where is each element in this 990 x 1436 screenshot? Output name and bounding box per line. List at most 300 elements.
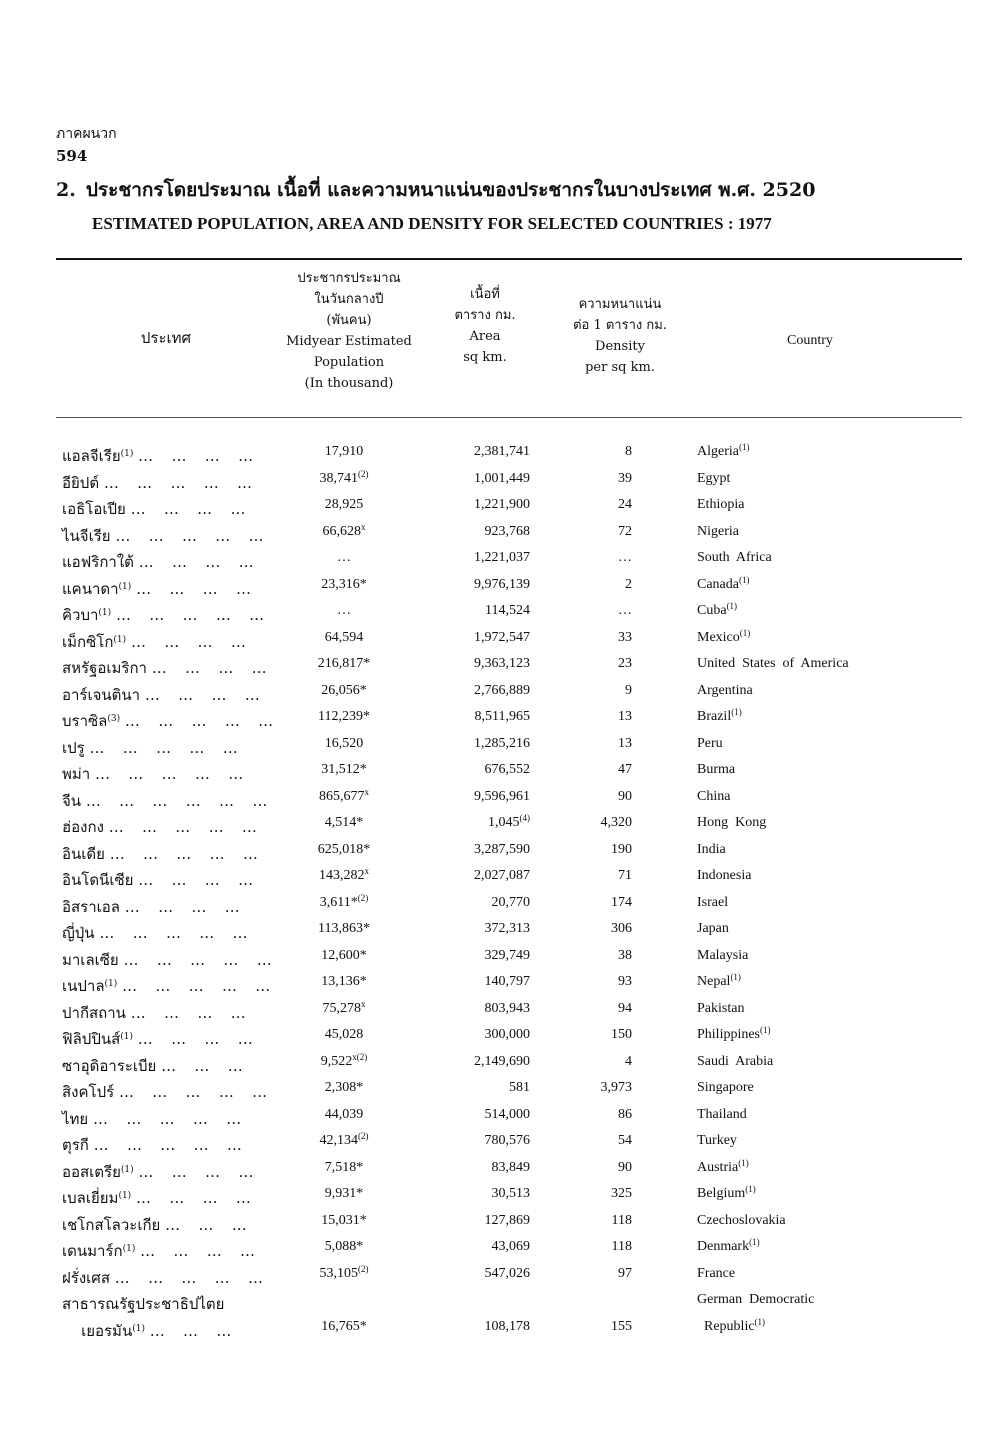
population-cell	[284, 1080, 404, 1096]
area-cell	[430, 1266, 530, 1282]
density-value: 4,320	[600, 815, 632, 830]
country-english: Malaysia	[697, 947, 749, 963]
population-value: 4,514*	[324, 815, 364, 830]
header-population-line: ประชากรประมาณ	[297, 271, 401, 286]
country-english-cell	[697, 656, 849, 672]
density-value: 3,973	[600, 1080, 632, 1095]
table-row	[0, 839, 990, 866]
country-thai-cell	[62, 656, 272, 680]
table-row	[0, 865, 990, 892]
dot-leader: … … … …	[151, 659, 268, 677]
country-english: France	[697, 1265, 736, 1281]
area-value: 43,069	[491, 1239, 530, 1254]
density-value: 23	[618, 656, 632, 671]
dot-leader: … … … …	[130, 632, 247, 651]
country-thai-footnote: (1)	[120, 449, 134, 459]
table-row	[0, 945, 990, 972]
dot-leader: … … … … …	[114, 1268, 264, 1287]
header-density-line: per sq km.	[585, 360, 655, 375]
country-thai-footnote: (3)	[107, 714, 121, 724]
country-thai: อินโดนีเซีย	[62, 871, 134, 889]
population-cell	[284, 468, 404, 487]
population-cell	[284, 1027, 404, 1043]
country-thai-cell	[62, 471, 272, 495]
density-value: 86	[618, 1106, 632, 1122]
country-english-cell	[697, 683, 753, 699]
country-english-cell	[697, 444, 749, 460]
population-cell	[284, 974, 404, 990]
country-thai-footnote: (1)	[122, 1244, 136, 1254]
population-value: 31,512*	[321, 762, 367, 777]
table-row	[0, 1130, 990, 1157]
population-cell	[284, 709, 404, 725]
area-value: 1,001,449	[474, 470, 530, 486]
area-value: 127,869	[484, 1212, 530, 1228]
country-thai: แคนาดา	[62, 579, 119, 598]
country-english: Nepal	[697, 974, 731, 989]
dot-leader: … … … … …	[123, 950, 273, 969]
country-thai: เบลเยี่ยม	[62, 1189, 119, 1207]
density-value: 118	[611, 1212, 632, 1228]
country-english-footnote: (1)	[739, 627, 751, 638]
population-cell	[284, 786, 404, 805]
country-english: Japan	[697, 921, 729, 936]
population-cell	[284, 948, 404, 964]
country-thai: ไนจีเรีย	[62, 526, 111, 545]
dot-leader: … … … … …	[108, 818, 258, 836]
country-english-cell	[697, 1054, 773, 1070]
country-thai: ปากีสถาน	[62, 1003, 126, 1022]
population-cell	[284, 1213, 404, 1229]
country-thai: อินเดีย	[62, 844, 105, 863]
header-bottom-rule	[56, 417, 962, 418]
population-cell	[284, 736, 404, 752]
population-value: 16,765*	[321, 1318, 367, 1334]
country-english-cell	[697, 868, 751, 884]
country-english-cell	[697, 627, 751, 646]
country-thai-cell	[62, 1292, 272, 1316]
density-value: 33	[618, 629, 632, 645]
population-cell	[284, 444, 404, 460]
country-english: India	[697, 841, 726, 857]
density-value: 54	[618, 1133, 632, 1148]
country-english-footnote: (1)	[726, 601, 738, 611]
country-thai-cell	[62, 1107, 272, 1131]
population-value: 9,522	[320, 1053, 353, 1069]
population-footnote: x(2)	[352, 1051, 368, 1062]
dot-leader: … … … … …	[93, 1136, 243, 1154]
population-value: 9,931*	[324, 1186, 364, 1201]
dot-leader: … … … …	[138, 553, 255, 571]
country-thai: คิวบา	[62, 606, 99, 624]
table-row	[0, 733, 990, 760]
area-cell	[430, 550, 530, 566]
density-value: 97	[618, 1265, 632, 1281]
header-area-line: เนื้อที่	[470, 287, 500, 302]
country-thai-cell	[62, 1319, 272, 1343]
density-value: 90	[618, 788, 632, 804]
population-value: 2,308*	[324, 1080, 364, 1095]
table-row	[0, 1316, 990, 1343]
country-english: Brazil	[697, 709, 732, 724]
population-cell	[284, 1239, 404, 1255]
dot-leader: … … … …	[140, 1242, 257, 1260]
area-value: 372,313	[484, 921, 530, 936]
area-value: 676,552	[484, 762, 530, 777]
country-thai: เม็กซิโก	[62, 632, 114, 651]
dot-leader: … … … … …	[109, 844, 259, 863]
area-cell	[430, 762, 530, 778]
page-number: 594	[56, 147, 88, 165]
country-thai: อียิปต์	[62, 473, 100, 492]
country-thai: อิสราเอล	[62, 897, 120, 916]
dot-leader: … … … …	[144, 685, 261, 704]
population-value: …	[337, 550, 351, 565]
population-value: 216,817*	[317, 656, 371, 671]
population-cell	[284, 868, 404, 884]
header-density-line: Density	[595, 339, 645, 354]
country-thai: สาธารณรัฐประชาธิปไตย	[62, 1295, 225, 1313]
table-title-thai-text: ประชากรโดยประมาณ เนื้อที่ และความหนาแน่นของประชากรในบางประเทศ พ.ศ. 2520	[85, 179, 816, 201]
country-english: South Africa	[697, 550, 772, 565]
country-english: Saudi Arabia	[697, 1053, 774, 1069]
area-cell	[430, 921, 530, 937]
country-english: Cuba	[697, 603, 727, 618]
table-row	[0, 494, 990, 521]
country-english: Ethiopia	[697, 497, 745, 512]
country-english-footnote: (1)	[738, 442, 750, 452]
country-english-footnote: (1)	[745, 1184, 756, 1194]
population-cell	[284, 1160, 404, 1176]
dot-leader: … … … … …	[89, 738, 239, 757]
area-value: 108,178	[484, 1318, 530, 1334]
country-english-cell	[697, 789, 730, 805]
area-cell	[430, 1133, 530, 1149]
population-footnote: (2)	[358, 1131, 369, 1141]
table-row	[0, 680, 990, 707]
population-cell	[284, 603, 404, 619]
country-thai-cell	[62, 1080, 272, 1104]
country-english-cell	[697, 709, 742, 725]
country-english-footnote: (1)	[749, 1237, 760, 1247]
country-thai-cell	[62, 1186, 272, 1210]
country-english-cell	[697, 762, 735, 778]
population-cell	[284, 998, 404, 1017]
area-value: 547,026	[484, 1265, 530, 1281]
country-thai-cell	[62, 550, 272, 574]
population-cell	[284, 577, 404, 593]
density-value: 118	[611, 1239, 632, 1254]
population-value: 26,056*	[321, 682, 367, 698]
area-cell	[430, 577, 530, 593]
country-english: Egypt	[697, 470, 731, 486]
dot-leader: … … … …	[137, 1030, 254, 1048]
area-footnote: (4)	[519, 813, 530, 823]
area-value: 9,976,139	[474, 576, 530, 592]
area-cell	[430, 471, 530, 487]
table-title-thai	[56, 178, 966, 202]
country-english: German Democratic	[697, 1292, 815, 1307]
country-thai: สหรัฐอเมริกา	[62, 659, 147, 677]
table-row	[0, 1263, 990, 1290]
table-row	[0, 468, 990, 495]
table-body	[0, 441, 990, 1342]
country-thai: เชโกสโลวะเกีย	[62, 1215, 161, 1234]
dot-leader: … … … … …	[115, 526, 265, 545]
population-cell	[284, 892, 404, 911]
population-value: 23,316*	[321, 576, 367, 592]
population-footnote: x	[364, 866, 369, 876]
population-value: 865,677	[319, 788, 365, 804]
country-english: Philippines	[697, 1027, 761, 1042]
country-thai-cell	[62, 524, 272, 548]
table-row	[0, 1077, 990, 1104]
dot-leader: … … … …	[124, 897, 241, 916]
dot-leader: … … …	[165, 1215, 248, 1234]
country-english: Austria	[697, 1159, 739, 1175]
population-value: 38,741	[319, 470, 358, 486]
population-cell	[284, 497, 404, 513]
density-value: 13	[618, 735, 632, 751]
country-thai-cell	[62, 1160, 272, 1184]
population-value: 5,088*	[324, 1239, 364, 1254]
area-cell	[430, 789, 530, 805]
dot-leader: … … … …	[130, 1003, 247, 1022]
population-value: 3,611*	[319, 894, 358, 910]
dot-leader: … … … … …	[124, 712, 275, 730]
country-thai: ออสเตรีย	[62, 1162, 121, 1181]
country-thai-cell	[62, 974, 272, 998]
country-english: Hong Kong	[697, 815, 767, 830]
population-cell	[284, 762, 404, 778]
population-value: 45,028	[324, 1027, 364, 1042]
country-thai-cell	[62, 497, 272, 521]
country-english-footnote: (1)	[730, 972, 741, 982]
country-english-cell	[697, 1239, 760, 1255]
country-thai-footnote: (1)	[118, 1191, 132, 1201]
area-value: 300,000	[484, 1027, 530, 1042]
country-english: Thailand	[697, 1106, 747, 1122]
table-row	[0, 998, 990, 1025]
population-value: 13,136*	[321, 974, 367, 989]
country-english-cell	[697, 948, 748, 964]
population-cell	[284, 1319, 404, 1335]
population-value: 53,105	[319, 1265, 358, 1281]
population-value: 7,518*	[324, 1159, 364, 1175]
country-thai-cell	[62, 736, 272, 760]
table-top-rule	[56, 258, 962, 260]
dot-leader: … … … … …	[122, 977, 272, 995]
population-value: 28,925	[324, 497, 364, 512]
country-english: Pakistan	[697, 1000, 745, 1016]
population-value: 15,031*	[321, 1212, 367, 1228]
country-thai-footnote: (1)	[98, 608, 112, 618]
area-cell	[430, 736, 530, 752]
area-cell	[430, 948, 530, 964]
density-value: 325	[611, 1186, 632, 1201]
country-thai: ตุรกี	[62, 1136, 89, 1154]
header-density-line: ความหนาแน่น	[578, 297, 662, 312]
table-row	[0, 521, 990, 548]
country-english-cell	[697, 1157, 749, 1176]
density-value: 155	[611, 1318, 632, 1334]
country-thai-cell	[62, 789, 272, 813]
country-thai-cell	[62, 921, 272, 945]
country-english-cell	[697, 1186, 756, 1202]
density-value: 24	[618, 497, 632, 512]
dot-leader: … … … …	[138, 871, 255, 889]
density-value: 39	[618, 470, 632, 486]
country-thai-cell	[62, 709, 275, 733]
density-value: 38	[618, 947, 632, 963]
dot-leader: … … … …	[136, 579, 252, 598]
country-thai: แอลจีเรีย	[62, 447, 121, 465]
country-english: Burma	[697, 762, 736, 777]
area-cell	[430, 1319, 530, 1335]
country-english: Republic	[697, 1318, 755, 1334]
population-value: 16,520	[324, 735, 364, 751]
country-thai-cell	[62, 815, 272, 839]
country-english: Israel	[697, 894, 729, 910]
table-row	[0, 1051, 990, 1078]
density-value: …	[618, 550, 632, 565]
table-row	[0, 441, 990, 468]
density-value: 94	[618, 1000, 632, 1016]
country-english-cell	[697, 1133, 737, 1149]
area-value: 8,511,965	[474, 709, 530, 724]
table-row	[0, 653, 990, 680]
header-population-line: ในวันกลางปี	[314, 292, 384, 307]
area-cell	[430, 1213, 530, 1229]
country-thai-footnote: (1)	[104, 979, 118, 989]
area-value: 114,524	[485, 603, 530, 618]
country-english-cell	[697, 1213, 786, 1229]
country-english-cell	[697, 1080, 754, 1096]
table-row	[0, 600, 990, 627]
country-thai-cell	[62, 1027, 272, 1051]
area-value: 83,849	[491, 1159, 530, 1175]
country-thai-cell	[62, 842, 272, 866]
country-thai-cell	[62, 1266, 272, 1290]
population-value: 42,134	[319, 1133, 358, 1148]
density-value: 47	[618, 762, 632, 777]
country-english-footnote: (1)	[754, 1316, 766, 1327]
country-english-cell	[697, 842, 726, 858]
table-row	[0, 574, 990, 601]
area-cell	[430, 709, 530, 725]
country-english: Czechoslovakia	[697, 1212, 786, 1228]
country-english-footnote: (1)	[738, 1157, 749, 1168]
country-english: Nigeria	[697, 523, 739, 539]
area-cell	[430, 1107, 530, 1123]
population-footnote: (2)	[358, 1263, 369, 1274]
country-thai-cell	[62, 895, 272, 919]
population-value: 625,018*	[317, 841, 371, 857]
table-row	[0, 1104, 990, 1131]
header-area-line: ตาราง กม.	[454, 308, 516, 323]
area-value: 923,768	[484, 523, 530, 539]
country-thai-cell	[62, 1054, 272, 1078]
table-row	[0, 892, 990, 919]
country-thai-footnote: (1)	[120, 1032, 134, 1042]
area-value: 20,770	[491, 894, 530, 910]
country-thai-footnote: (1)	[118, 581, 132, 592]
table-row	[0, 547, 990, 574]
country-english-cell	[697, 603, 737, 619]
area-cell	[430, 1027, 530, 1043]
area-cell	[430, 497, 530, 513]
population-cell	[284, 842, 404, 858]
country-thai: ฟิลิปปินส์	[62, 1030, 121, 1048]
country-english-cell	[697, 550, 772, 566]
country-thai: ซาอุดิอาระเบีย	[62, 1056, 157, 1075]
country-thai-cell	[62, 948, 272, 972]
area-cell	[430, 868, 530, 884]
area-value: 581	[509, 1080, 530, 1095]
header-population-line: Population	[313, 355, 385, 370]
country-thai: จีน	[62, 791, 82, 810]
area-value: 3,287,590	[474, 841, 530, 857]
population-value: 64,594	[324, 629, 364, 645]
country-thai-footnote: (1)	[120, 1164, 134, 1175]
country-thai: ญี่ปุ่น	[62, 924, 95, 942]
table-row	[0, 971, 990, 998]
country-thai: เอธิโอเปีย	[62, 500, 126, 518]
country-english: Indonesia	[697, 868, 752, 883]
country-thai-cell	[62, 1213, 272, 1237]
area-cell	[430, 1054, 530, 1070]
country-english-cell	[697, 471, 730, 487]
population-cell	[284, 921, 404, 937]
country-thai: เดนมาร์ก	[62, 1242, 123, 1260]
country-thai-cell	[62, 1239, 272, 1263]
area-cell	[430, 815, 530, 831]
population-value: …	[337, 603, 351, 618]
population-value: 112,239*	[318, 709, 370, 724]
country-thai: แอฟริกาใต้	[62, 553, 134, 571]
density-value: 4	[625, 1053, 632, 1069]
country-english-footnote: (1)	[760, 1025, 771, 1035]
population-footnote: x	[361, 521, 366, 532]
area-cell	[430, 630, 530, 646]
country-english: Belgium	[697, 1186, 746, 1201]
country-english: China	[697, 788, 731, 804]
density-value: 174	[611, 894, 632, 910]
population-value: 113,863*	[318, 921, 370, 936]
table-row	[0, 1157, 990, 1184]
area-cell	[430, 974, 530, 990]
area-value: 9,363,123	[474, 656, 530, 671]
density-value: 72	[618, 523, 632, 539]
country-english: Argentina	[697, 682, 753, 698]
population-cell	[284, 521, 404, 540]
density-value: 306	[611, 921, 632, 936]
table-row	[0, 627, 990, 654]
table-row	[0, 1236, 990, 1263]
country-english-cell	[697, 524, 739, 540]
area-value: 1,221,037	[474, 550, 530, 565]
population-cell	[284, 550, 404, 566]
country-thai-cell	[62, 868, 272, 892]
dot-leader: … … … …	[138, 1162, 255, 1181]
dot-leader: … … …	[149, 1321, 233, 1340]
area-value: 9,596,961	[474, 788, 530, 804]
dot-leader: … … … … …	[93, 1109, 243, 1128]
area-cell	[430, 683, 530, 699]
dot-leader: … … … … … …	[85, 791, 269, 810]
population-cell	[284, 683, 404, 699]
header-area-line: sq km.	[463, 350, 507, 365]
